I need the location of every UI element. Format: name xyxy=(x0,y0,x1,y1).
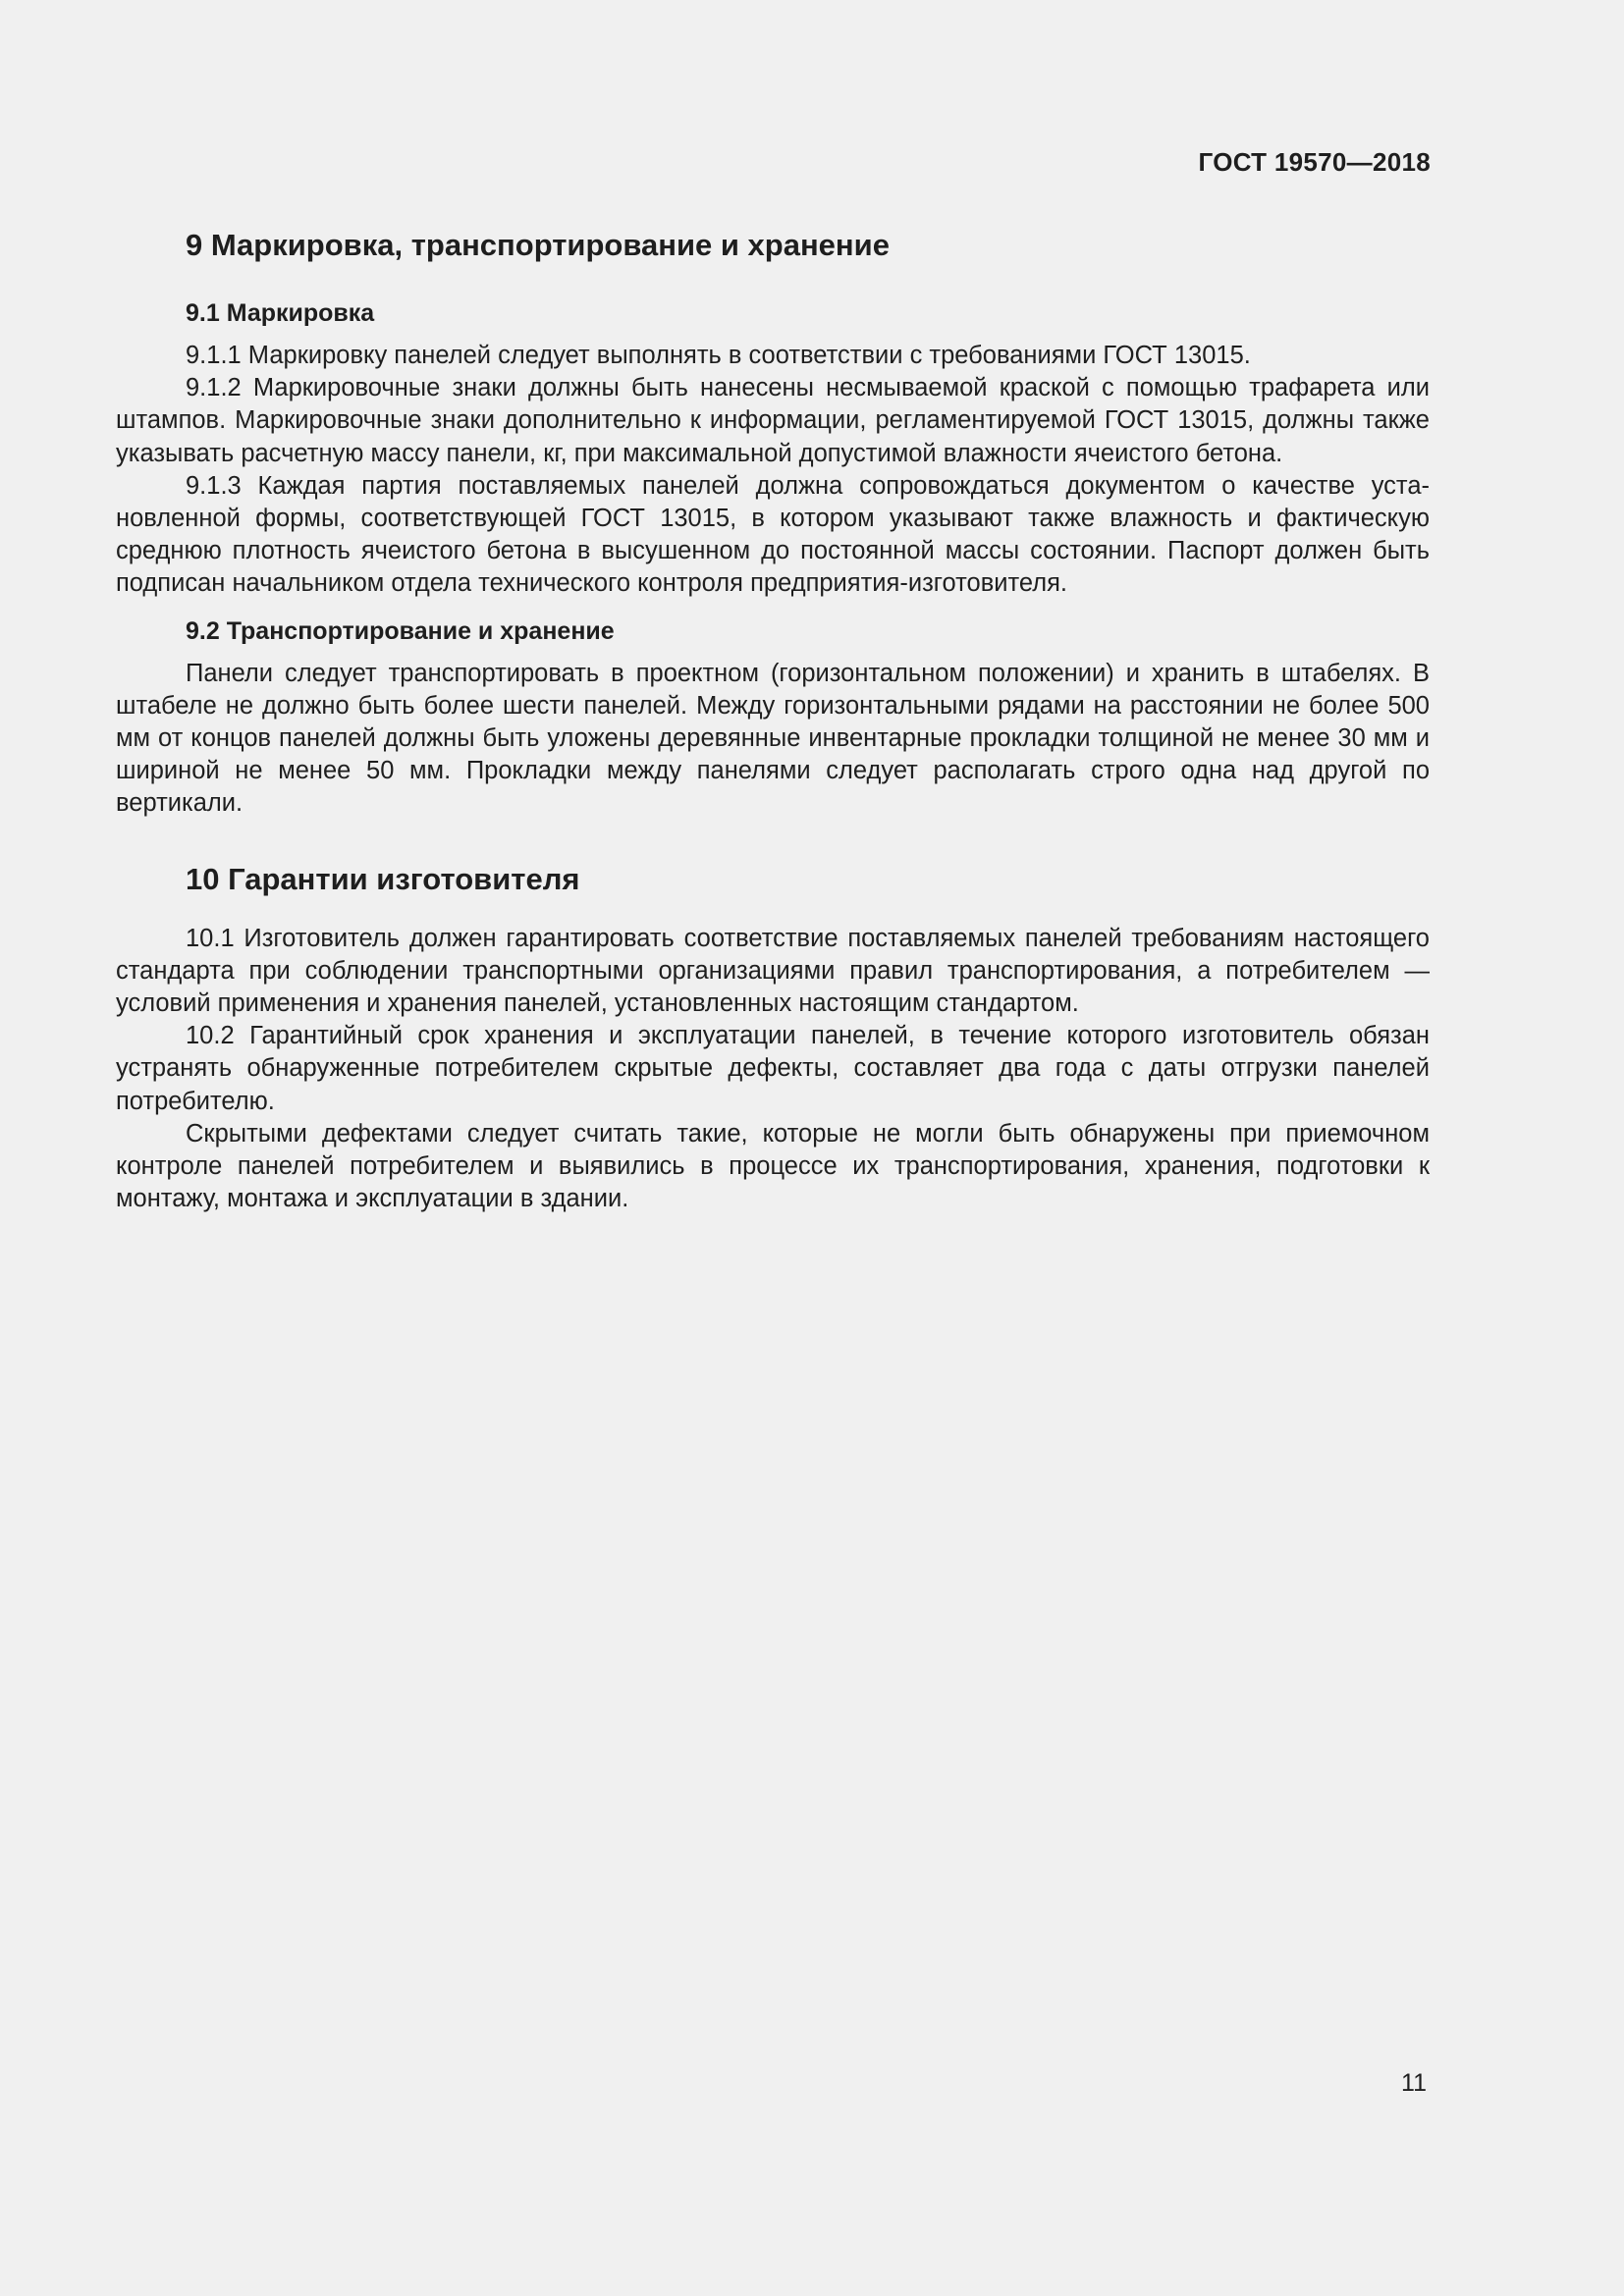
document-body xyxy=(116,220,1430,1215)
subsection-9-1-title: 9.1 Маркировка xyxy=(186,299,375,327)
document-code: ГОСТ 19570—2018 xyxy=(1198,147,1431,177)
paragraph-10-1: 10.1 Изготовитель должен гарантировать соответствие поставляемых панелей требованиям настоящего стандарта при соблюдении транспортными организациями правил транспортирования, а потребителем — условий применения и хранения панелей, установленных настоящим стандартом. xyxy=(116,924,1430,1018)
paragraph-9-1-1: 9.1.1 Маркировку панелей следует выполнять в соответствии с требованиями ГОСТ 13015. xyxy=(186,342,1251,369)
paragraph-9-2: Панели следует транспортировать в проектном (горизонтальном положении) и хранить в штабелях. В штабеле не должно быть более шести панелей. Между горизонтальными рядами на расстоянии не более 500 мм от концов панелей должны быть уложены деревянные инвентарные прокладки толщиной не менее 30 мм и шириной не менее 50 мм. Прокладки между панелями следует располагать строго одна над другой по вертикали. xyxy=(116,659,1430,818)
subsection-9-2-title: 9.2 Транспортирование и хранение xyxy=(186,616,615,645)
paragraph-10-hidden-defects: Скрытыми дефектами следует считать такие, которые не могли быть обнаружены при приемочном контроле панелей потребителем и выявились в процессе их транспортирования, хранения, подготовки к монтажу, монтажа и эксплуатации в здании. xyxy=(116,1119,1430,1213)
section-9-title: 9 Маркировка, транспортирование и хранение xyxy=(186,228,890,262)
paragraph-10-2: 10.2 Гарантийный срок хранения и эксплуатации панелей, в течение которого изготовитель обязан устранять обнаруженные потребителем скрытые дефекты, составляет два года с даты отгрузки панелей потребителю. xyxy=(116,1022,1430,1115)
paragraph-9-1-2: 9.1.2 Маркировочные знаки должны быть нанесены несмываемой краской с помощью трафарета или штампов. Маркировочные знаки дополнительно к информации, регламентируемой ГОСТ 13015, должны также указывать расчетную массу панели, кг, при максимальной допустимой влажности ячеистого бетона. xyxy=(116,374,1430,467)
paragraph-9-1-3: 9.1.3 Каждая партия поставляемых панелей должна сопровождаться документом о качестве установленной формы, соответствующей ГОСТ 13015, в котором указывают также влажность и фактическую среднюю плотность ячеистого бетона в высушенном до постоянной массы состоянии. Паспорт должен быть подписан начальником отдела технического контроля предприятия-изготовителя. xyxy=(116,471,1430,598)
page-number: 11 xyxy=(1401,2069,1427,2097)
section-10-title: 10 Гарантии изготовителя xyxy=(186,861,580,896)
